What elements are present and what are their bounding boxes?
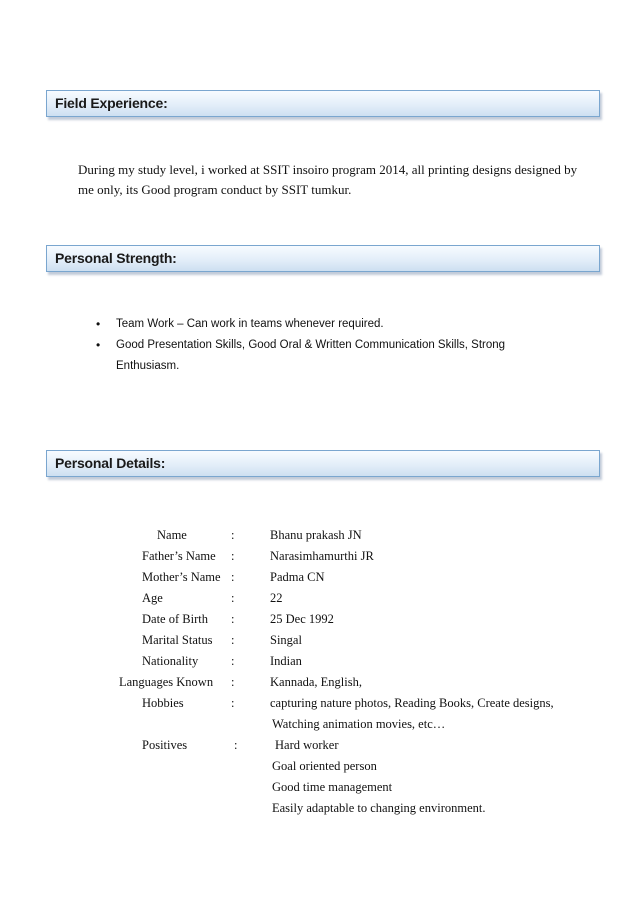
detail-value: Bhanu prakash JN xyxy=(270,528,362,542)
detail-value: 22 xyxy=(270,591,283,605)
detail-separator: : xyxy=(231,696,235,710)
detail-separator: : xyxy=(231,591,235,605)
personal-strength-header xyxy=(46,245,600,272)
personal-strength-title: Personal Strength: xyxy=(55,250,177,266)
detail-value: Singal xyxy=(270,633,302,647)
detail-row-nationality xyxy=(0,654,638,675)
detail-value: Indian xyxy=(270,654,302,668)
bullet-icon: • xyxy=(96,338,101,352)
detail-separator: : xyxy=(231,654,235,668)
field-experience-title: Field Experience: xyxy=(55,95,168,111)
strength-list xyxy=(96,314,556,377)
detail-row-hobbies-cont xyxy=(0,717,638,738)
detail-separator: : xyxy=(231,612,235,626)
detail-row-marital xyxy=(0,633,638,654)
field-experience-header xyxy=(46,90,600,117)
detail-row-positive xyxy=(0,780,638,801)
field-experience-line-1: During my study level, i worked at SSIT insoiro program 2014, all printing designs designed by xyxy=(78,162,578,177)
detail-value: Easily adaptable to changing environment. xyxy=(272,801,486,815)
personal-details-header xyxy=(46,450,600,477)
detail-row-age xyxy=(0,591,638,612)
detail-separator: : xyxy=(231,633,235,647)
detail-value: Kannada, English, xyxy=(270,675,362,689)
detail-row-positive xyxy=(0,801,638,822)
detail-label: Positives xyxy=(142,738,188,752)
detail-row-hobbies xyxy=(0,696,638,717)
detail-value: Padma CN xyxy=(270,570,325,584)
detail-label: Hobbies xyxy=(142,696,184,710)
detail-value: Narasimhamurthi JR xyxy=(270,549,374,563)
detail-value: Good time management xyxy=(272,780,393,794)
detail-row-name xyxy=(0,528,638,549)
detail-label: Marital Status xyxy=(142,633,213,647)
detail-separator: : xyxy=(231,549,235,563)
detail-value: Goal oriented person xyxy=(272,759,377,773)
list-item: • Team Work – Can work in teams whenever required. xyxy=(96,314,556,335)
detail-separator: : xyxy=(234,738,238,752)
field-experience-text xyxy=(78,160,578,200)
detail-value: capturing nature photos, Reading Books, Create designs, xyxy=(270,696,554,710)
detail-label: Nationality xyxy=(142,654,199,668)
detail-label: Languages Known xyxy=(119,675,214,689)
field-experience-line-2: me only, its Good program conduct by SSIT tumkur. xyxy=(78,182,352,197)
detail-row-dob xyxy=(0,612,638,633)
bullet-icon: • xyxy=(96,317,101,331)
detail-row-mother xyxy=(0,570,638,591)
detail-row-positive xyxy=(0,759,638,780)
detail-label: Mother’s Name xyxy=(142,570,221,584)
detail-row-father xyxy=(0,549,638,570)
detail-row-positives xyxy=(0,738,638,759)
detail-value: Watching animation movies, etc… xyxy=(272,717,446,731)
detail-separator: : xyxy=(231,570,235,584)
list-item: • Good Presentation Skills, Good Oral & Written Communication Skills, Strong Enthusiasm. xyxy=(96,335,556,377)
detail-label: Name xyxy=(157,528,187,542)
detail-separator: : xyxy=(231,675,235,689)
detail-label: Age xyxy=(142,591,163,605)
detail-label: Father’s Name xyxy=(142,549,216,563)
detail-label: Date of Birth xyxy=(142,612,208,626)
detail-value: 25 Dec 1992 xyxy=(270,612,334,626)
personal-details-title: Personal Details: xyxy=(55,455,166,471)
detail-row-languages xyxy=(0,675,638,696)
detail-separator: : xyxy=(231,528,235,542)
detail-value: Hard worker xyxy=(275,738,339,752)
